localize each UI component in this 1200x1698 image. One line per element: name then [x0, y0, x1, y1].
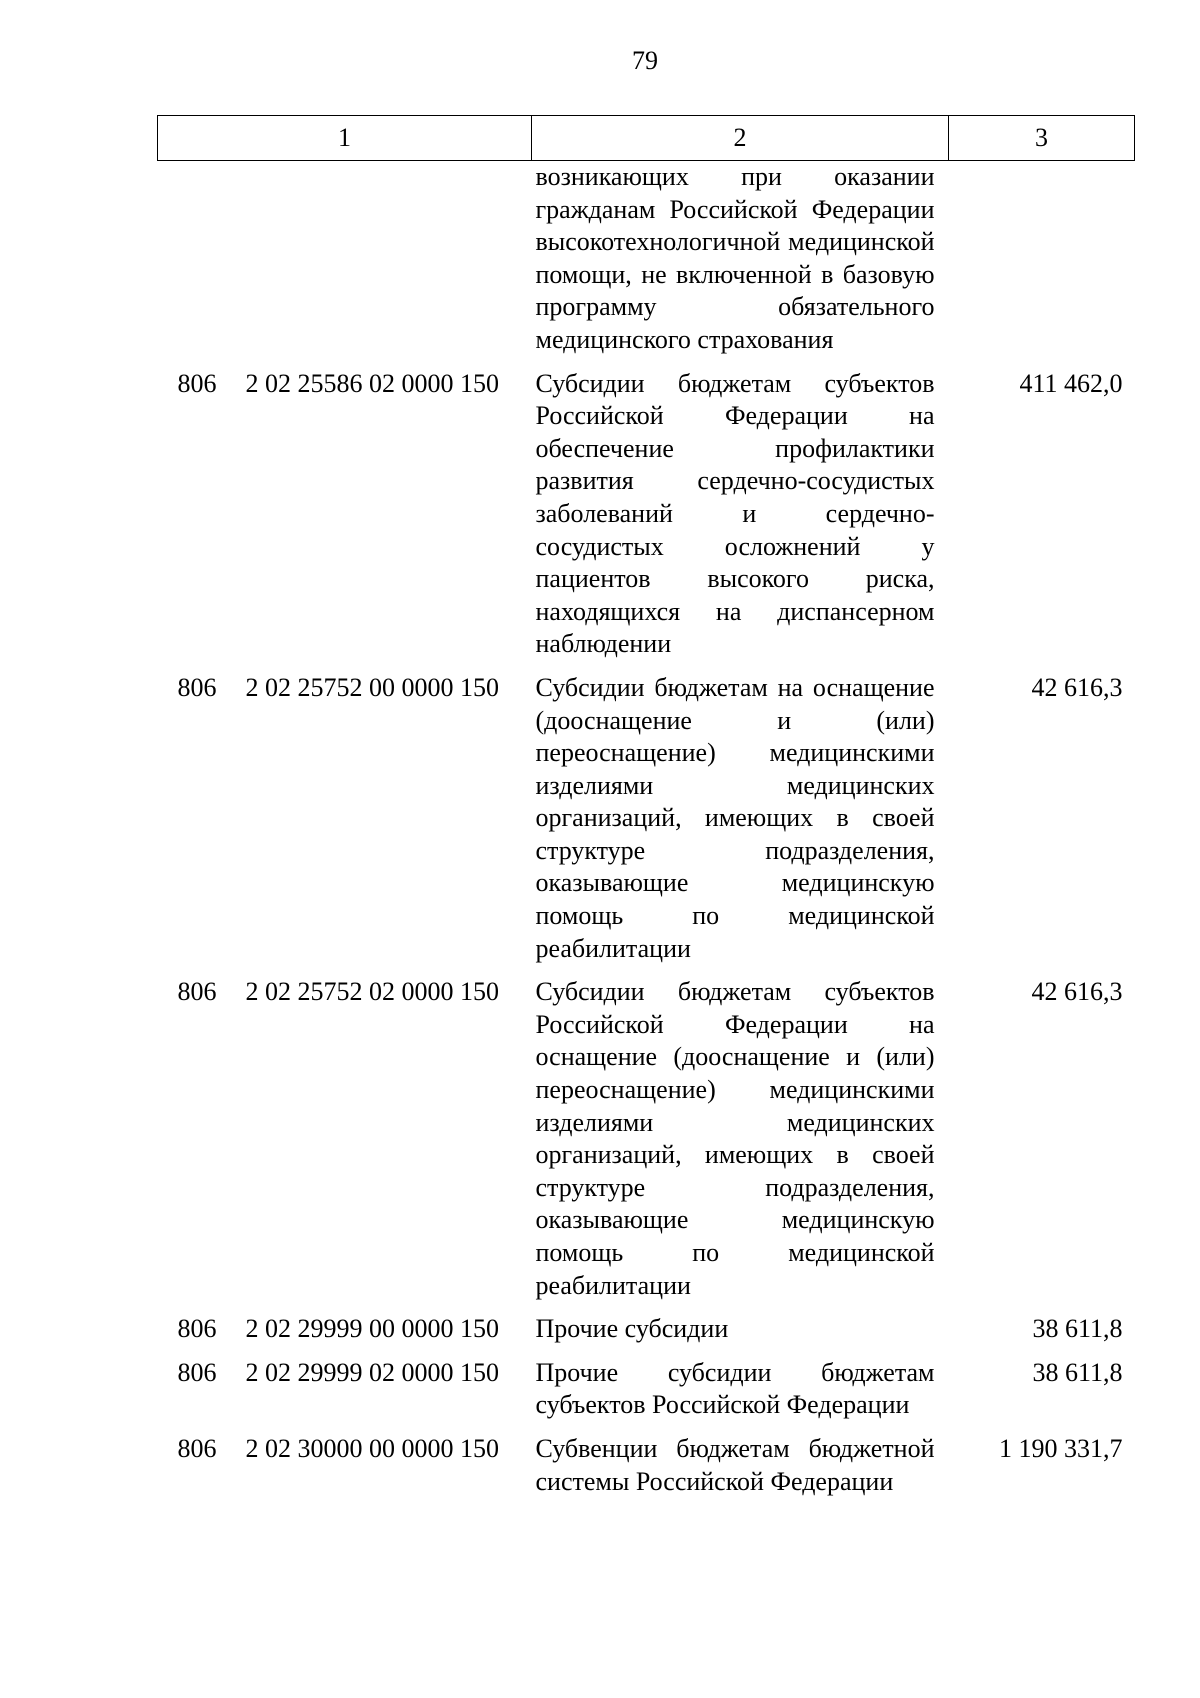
table-header-row	[158, 116, 1135, 161]
table-row	[158, 1433, 1135, 1498]
description-cell: Субсидии бюджетам субъектов Российской Федерации на оснащение (дооснащение и (или) переоснащение) медицинскими изделиями медицинских организаций, имеющих в своей структуре подразделения, оказывающие медицинскую помощь по медицинской реабилитации	[535, 977, 935, 1300]
admin-code: 806	[177, 1357, 217, 1387]
column-header-2: 2	[532, 116, 949, 161]
code-cell	[158, 1433, 532, 1498]
table-row	[158, 368, 1135, 672]
description-cell: Субвенции бюджетам бюджетной системы Российской Федерации	[535, 1433, 935, 1496]
column-header-1: 1	[158, 116, 532, 161]
table-row	[158, 976, 1135, 1313]
amount-cell: 42 616,3	[1031, 977, 1123, 1007]
description-cell: возникающих при оказании гражданам Российской Федерации высокотехнологичной медицинской помощи, не включенной в базовую программу обязательного медицинского страхования	[535, 162, 935, 354]
table-row	[158, 1357, 1135, 1433]
amount-cell	[949, 161, 1135, 368]
amount-cell: 1 190 331,7	[999, 1433, 1123, 1463]
description-cell: Субсидии бюджетам субъектов Российской Федерации на обеспечение профилактики развития сердечно-сосудистых заболеваний и сердечно-сосудистых осложнений у пациентов высокого риска, находящихся на диспансерном наблюдении	[535, 368, 935, 659]
amount-cell: 38 611,8	[1032, 1357, 1123, 1387]
budget-table	[157, 115, 1135, 1498]
code-cell	[158, 672, 532, 976]
budget-code: 2 02 25752 00 0000 150	[245, 672, 499, 702]
table-row	[158, 672, 1135, 976]
admin-code: 806	[177, 1314, 217, 1344]
table-row	[158, 1313, 1135, 1357]
budget-code: 2 02 25752 02 0000 150	[245, 977, 499, 1007]
column-header-3: 3	[949, 116, 1135, 161]
admin-code: 806	[177, 977, 217, 1007]
budget-code: 2 02 30000 00 0000 150	[245, 1433, 499, 1463]
budget-code: 2 02 29999 02 0000 150	[245, 1357, 499, 1387]
amount-cell: 42 616,3	[1031, 672, 1123, 702]
code-cell	[158, 1357, 532, 1433]
code-cell	[158, 1313, 532, 1357]
code-cell	[158, 161, 532, 368]
page-number: 79	[632, 46, 658, 75]
amount-cell: 38 611,8	[1032, 1314, 1123, 1344]
budget-code: 2 02 25586 02 0000 150	[245, 368, 499, 398]
amount-cell: 411 462,0	[1019, 368, 1123, 398]
budget-code: 2 02 29999 00 0000 150	[245, 1314, 499, 1344]
description-cell: Субсидии бюджетам на оснащение (дооснащение и (или) переоснащение) медицинскими изделиями медицинских организаций, имеющих в своей структуре подразделения, оказывающие медицинскую помощь по медицинской реабилитации	[535, 672, 935, 963]
description-cell: Прочие субсидии	[535, 1314, 729, 1344]
code-cell	[158, 368, 532, 672]
code-cell	[158, 976, 532, 1313]
admin-code: 806	[177, 672, 217, 702]
description-cell: Прочие субсидии бюджетам субъектов Российской Федерации	[535, 1357, 935, 1420]
admin-code: 806	[177, 368, 217, 398]
table-row	[158, 161, 1135, 368]
admin-code: 806	[177, 1433, 217, 1463]
